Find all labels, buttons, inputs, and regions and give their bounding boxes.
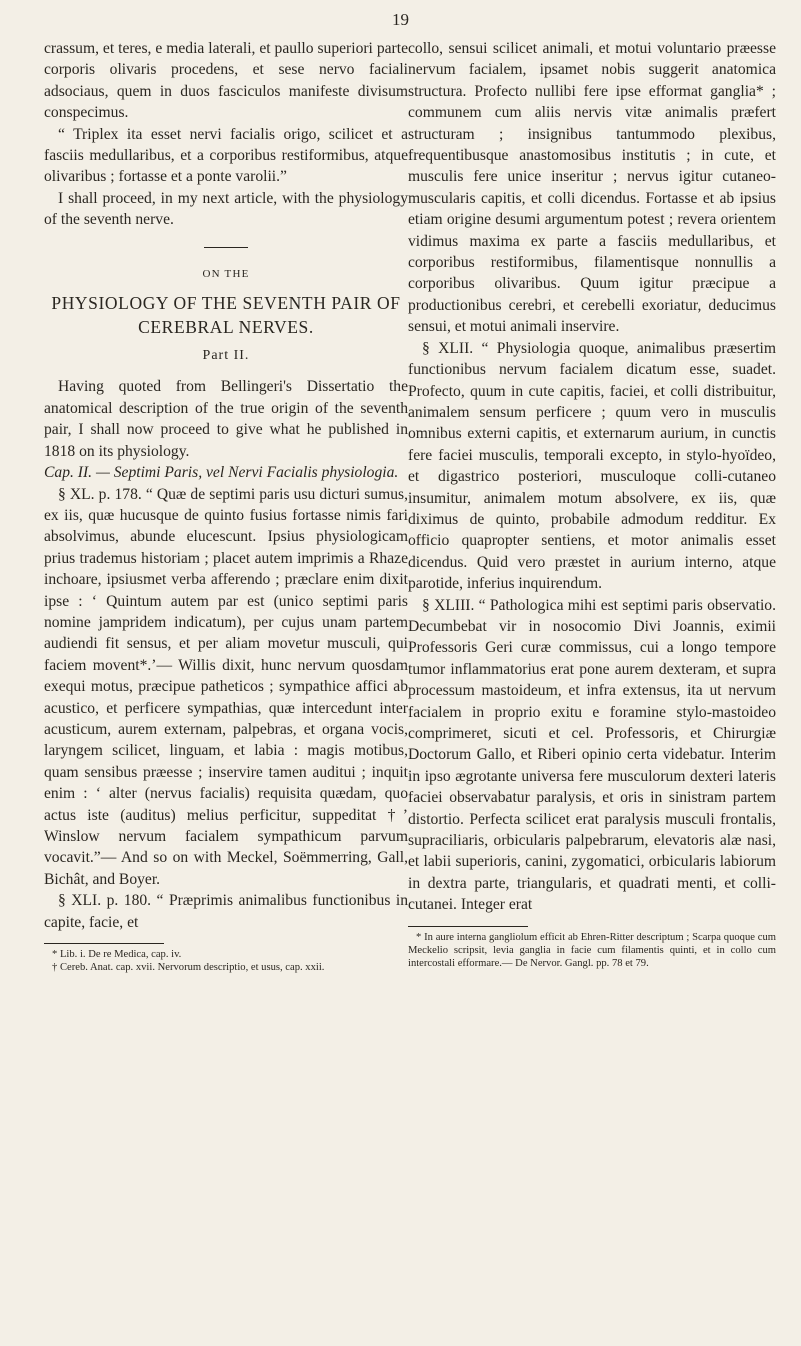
section-heading: PHYSIOLOGY OF THE SEVENTH PAIR OF CEREBRAL NERVES. (51, 293, 401, 338)
footnote-rule (408, 926, 528, 927)
section-divider (204, 247, 248, 248)
right-column (408, 38, 776, 970)
paragraph: collo, sensui scilicet animali, et motui voluntario præesse nervum facialem, ipsamet nobis suggerit anatomica structura. Profecto nullibi fere ipse efformat ganglia* ; communem cum aliis nervis vitæ animalis præfert structuram ; insignibus tantummodo plexibus, frequentibusque anastomosibus institutis ; in cute, et musculis fere unice inseritur ; nervus igitur cutaneo-muscularis capitis, et colli dicendus. Fortasse et ab ipsius etiam origine desumi argumentum potest ; revera orientem vidimus maxima ex parte a fasciis medullaribus, et corporibus restiformibus, filamentisque nonnullis a corporibus olivaribus. Quum igitur præcipue a productionibus cerebri, et cerebelli exoriatur, deducimus sensui, et motui animali inservire. (408, 40, 776, 336)
paragraph: crassum, et teres, e media laterali, et paullo superiori parte corporis olivaris procedens, et sese nervo faciali adsociaus, quem in duos fasciculos manifeste divisum conspecimus. (44, 40, 408, 122)
footnote: * Lib. i. De re Medica, cap. iv. (52, 949, 182, 961)
paragraph: § XLII. “ Physiologia quoque, animalibus præsertim functionibus nervum facialem dicatum esse, suadet. Profecto, quum in cute capitis, faciei, et colli distribuitur, animalem sensum perficere ; quum vero in musculis omnibus externi capitis, et externarum aurium, in cunctis fere faciei musculis, temporali excepto, in stylo-hyoïdeo, et digastrico posteriori, musculoque colli-cutaneo insumitur, animalem motum absolvere, ex iis, quæ diximus de quinto, probabile admodum redditur. Ex officio quapropter sentiens, et motor animalis esset dicendus. Quid vero præstet in aurium interno, atque parotide, inferius inquirendum. (408, 339, 776, 593)
footnote: † Cereb. Anat. cap. xvii. Nervorum descriptio, et usus, cap. xxii. (52, 962, 325, 974)
left-column (44, 38, 408, 974)
footnote-rule (44, 943, 164, 944)
footnote: * In aure interna gangliolum efficit ab Ehren-Ritter descriptum ; Scarpa quoque cum Meckelio scripsit, levia ganglia in facie cum filamentis quinti, et in collo cum intercostali efformare.— De Nervor. Gangl. pp. 78 et 79. (408, 931, 776, 969)
section-kicker: ON THE (202, 267, 250, 280)
paragraph: § XLI. p. 180. “ Præprimis animalibus functionibus in capite, facie, et (44, 892, 408, 931)
paragraph: “ Triplex ita esset nervi facialis origo, scilicet et a fasciis medullaribus, et a corporibus restiformibus, atque olivaribus ; fortasse et a ponte varolii.” (44, 125, 408, 186)
paragraph: § XLIII. “ Pathologica mihi est septimi paris observatio. Decumbebat vir in nosocomio Divi Joannis, eximii Professoris Geri curæ commissus, cui a longo tempore tumor inflammatorius erat pone aurem dexteram, et supra processum mastoideum, et infra extensus, ita ut nervum facialem in proprio exitu e foramine stylo-mastoideo comprimeret, sicuti et cel. Professoris, et Chirurgiæ Doctorum Gallo, et Riberi opinio certa videbatur. Interim in ipso ægrotante universa fere musculorum dexteri lateris faciei observabatur paralysis, et oris in sinistram partem distortio. Perfecta scilicet erat paralysis musculi frontalis, supraciliaris, orbicularis palpebrarum, elevatoris alæ nasi, et labii superioris, canini, zygomatici, orbicularis labiorum in dextra parte, triangularis, et quadrati menti, et colli-cutanei. Integer erat (408, 596, 776, 914)
paragraph: I shall proceed, in my next article, with the physiology of the seventh nerve. (44, 189, 408, 229)
paragraph: § XL. p. 178. “ Quæ de septimi paris usu dicturi sumus, ex iis, quæ hucusque de quinto fusius fortasse nimis fari absolvimus, abunde elucescunt. Ipsius physiologicam prius trademus historiam ; placet autem imprimis a Rhaze inchoare, ipsiusmet verba afferendo ; præclare enim dixit ipse : ‘ Quintum autem par est (unico septimi paris nomine jampridem indicatum), per cujus unam partem audiendi fit sensus, et per aliam movetur musculi, qui faciem movent*.’— Willis dixit, hunc nervum quosdam exequi motus, præcipue patheticos ; sympathice affici ab acustico, et perficere sympathias, quæ intercedunt inter acusticum, aurem externam, palpebras, et organa vocis, laryngem scilicet, linguam, et labia : magis motibus, quam sensibus præesse ; inservire tamen auditui ; inquit enim : ‘ alter (nervus facialis) requisita quædam, quo actus iste (auditus) melius perficitur, suppeditat †’ Winslow nervum facialem sympathicum parvum vocavit.”— And so on with Meckel, Soëmmerring, Gall, Bichât, and Boyer. (44, 485, 408, 888)
page-number: 19 (392, 10, 409, 29)
paragraph: Having quoted from Bellingeri's Dissertatio the anatomical description of the true origin of the seventh pair, I shall now proceed to give what he published in 1818 on its physiology. (44, 378, 408, 460)
chapter-title: Cap. II. — Septimi Paris, vel Nervi Facialis physiologia. (44, 464, 399, 482)
part-label: Part II. (202, 348, 250, 364)
